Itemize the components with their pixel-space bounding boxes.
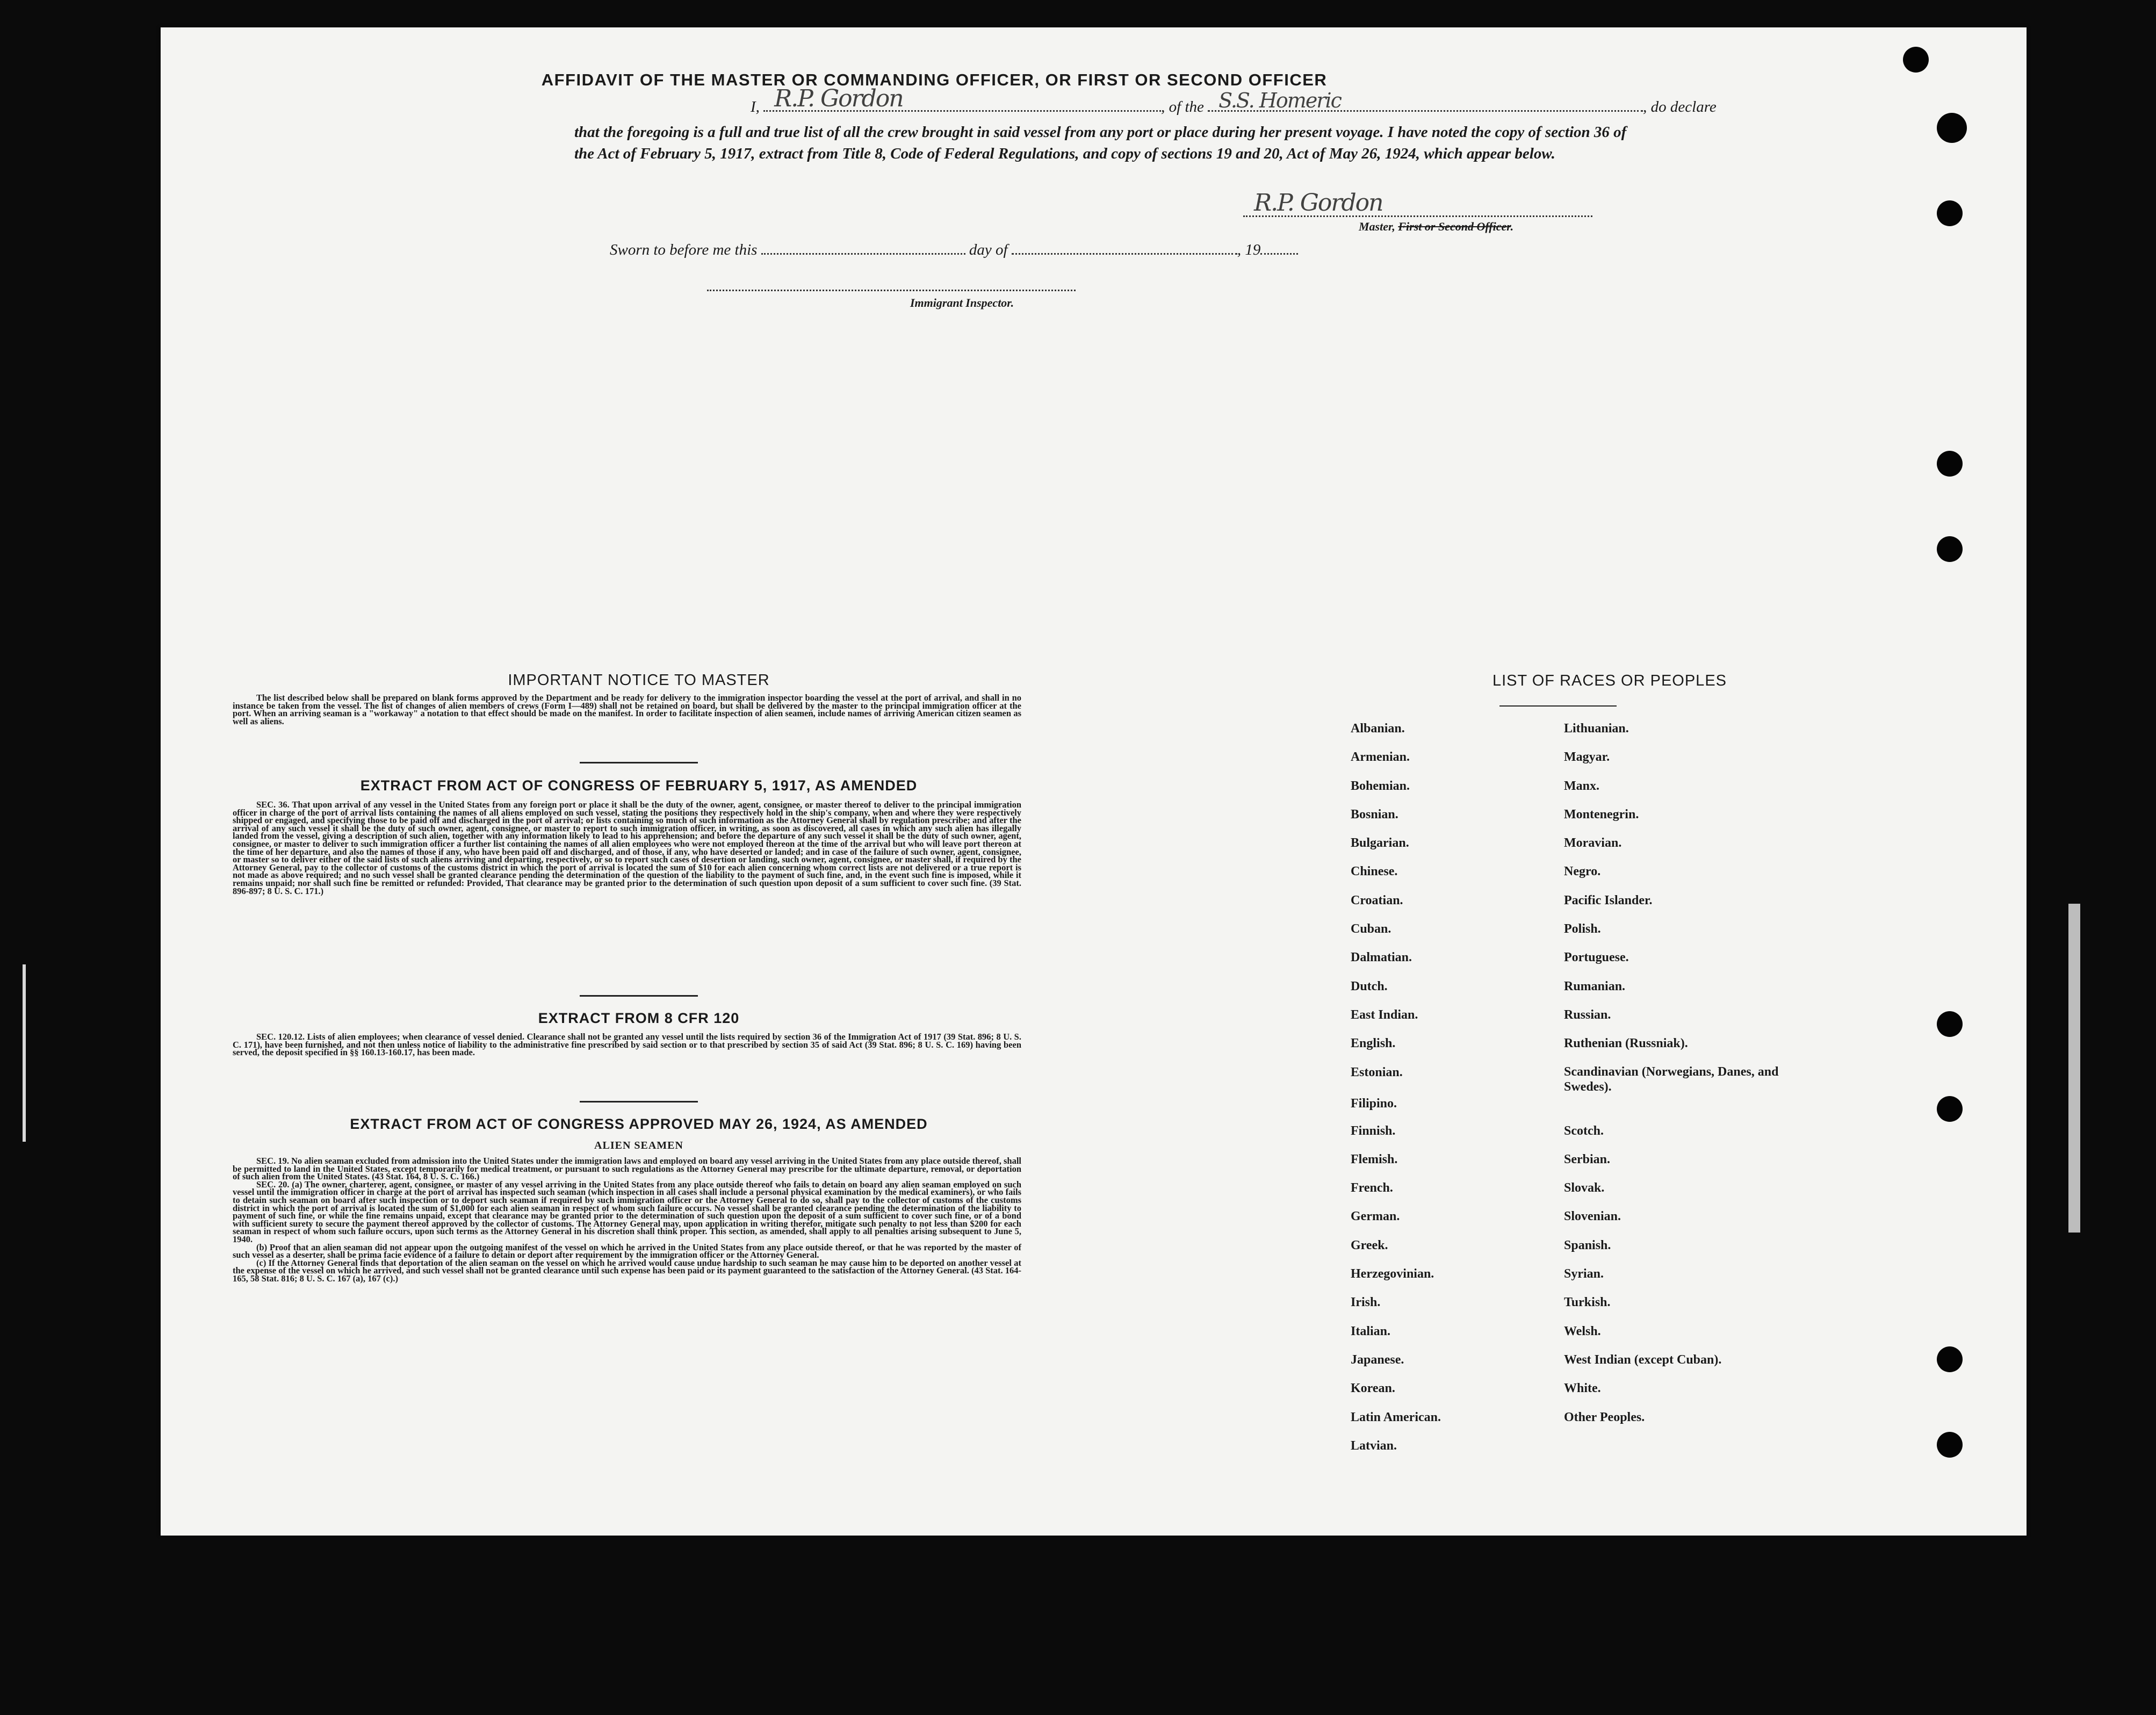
race-item: Scotch. [1564,1123,1604,1138]
race-item: White. [1564,1381,1601,1396]
punch-hole [1937,536,1963,562]
sec-20b-paragraph: (b) Proof that an alien seaman did not appear upon the outgoing manifest of the vessel on which he arrived in the United States from any place outside thereof, or that he was reported by the master of such vessel as a deserter, shall be prima facie evidence of a failure to detain or deport after requirement by the immigration officer or the Attorney General. [233,1242,1021,1260]
race-item: Cuban. [1351,922,1391,936]
master-signature: R.P. Gordon [1254,189,1383,217]
race-item: Latin American. [1351,1410,1441,1424]
race-item: Dutch. [1351,979,1388,993]
races-left-column [1351,720,1544,1466]
extract-cfr-title: EXTRACT FROM 8 CFR 120 [538,1010,740,1026]
races-title-rule [1499,705,1617,707]
race-item: Moravian. [1564,836,1622,851]
race-item: Spanish. [1564,1238,1611,1252]
race-item: Welsh. [1564,1324,1601,1338]
notice-title: IMPORTANT NOTICE TO MASTER [508,672,770,689]
race-item: Syrian. [1564,1267,1604,1281]
race-item: West Indian (except Cuban). [1564,1352,1722,1367]
race-item: French. [1351,1181,1393,1195]
extract-1924-title: EXTRACT FROM ACT OF CONGRESS APPROVED MAY 26, 1924, AS AMENDED [350,1116,928,1132]
extract-1917-title: EXTRACT FROM ACT OF CONGRESS OF FEBRUARY 5, 1917, AS AMENDED [360,777,918,794]
punch-hole [1937,1011,1963,1037]
section-divider [580,995,698,997]
month-field [1012,242,1237,255]
signer-title-master: Master, [1359,220,1395,233]
sworn-line [610,241,1298,259]
race-item: Other Peoples. [1564,1410,1645,1424]
name-field [763,85,1161,112]
race-item: German. [1351,1209,1400,1224]
race-item: Magyar. [1564,750,1610,765]
race-item: Japanese. [1351,1352,1404,1367]
race-item: Dalmatian. [1351,950,1412,965]
race-item: Bosnian. [1351,807,1398,822]
race-item: Montenegrin. [1564,807,1639,822]
punch-hole [1937,200,1963,226]
race-item: Croatian. [1351,893,1403,907]
edge-mark [23,964,26,1142]
alien-seamen-subtitle: ALIEN SEAMEN [594,1140,683,1151]
declaration-line [751,85,1717,116]
inspector-signature-line [707,290,1076,291]
declare-prefix: I, [751,98,760,116]
punch-hole [1937,1346,1963,1372]
extract-1924-text [233,1157,1021,1283]
vessel-name: S.S. Homeric [1218,89,1341,112]
race-item: Chinese. [1351,864,1398,879]
race-item: Albanian. [1351,722,1405,736]
punch-hole [1937,451,1963,477]
race-item: Latvian. [1351,1438,1397,1453]
punch-hole [1937,1432,1963,1458]
affidavit-title: AFFIDAVIT OF THE MASTER OR COMMANDING OFFICER, OR FIRST OR SECOND OFFICER [541,70,1328,89]
sec-20a-paragraph: SEC. 20. (a) The owner, charterer, agent, consignee, or master of any vessel arriving in the United States from any place outside thereof who fails to detain on board any alien seaman employed on such vessel until the immigration officer in charge at the port of arrival has inspected such seaman (which inspection in all cases shall include a personal physical examination by the medical examiners), or who fails to detain such seaman on board after such inspection or to deport such seaman if required by such immigration officer or the Attorney General to do so, shall pay to the collector of customs of the customs district in which the port of arrival is located the sum of $1,000 for each alien seaman in respect of whom such failure occurs. No vessel shall be granted clearance pending the determination of the liability to payment of such fine, or while the fine remains unpaid, except that clearance may be granted prior to the determination of such question upon the deposit of a sum sufficient to cover such fine, or of a bond with sufficient surety to secure the payment thereof approved by the collector of customs. The Attorney General may, upon application in writing therefor, mitigate such penalty to not less than $200 for each seaman in respect of whom such failure occurs, upon such terms as the Attorney General in his discretion shall think proper. This section, as amended, shall apply to all penalties arising subsequent to June 5, 1940. [233,1179,1021,1244]
race-item: Polish. [1564,922,1601,936]
race-item: Korean. [1351,1381,1395,1396]
race-item: Slovak. [1564,1181,1605,1195]
binding-edge-mark [2068,904,2080,1233]
section-divider [580,762,698,763]
affidavit-statement: that the foregoing is a full and true list of all the crew brought in said vessel from any port or place during her present voyage. I have noted the copy of section 36 of the Act of February 5, 1917, extract from Title 8, Code of Federal Regulations, and copy of sections 19 and 20, Act of May 26, 1924, which appear below. [574,124,1627,162]
day-field [761,242,965,255]
race-item: Negro. [1564,864,1601,879]
race-item: East Indian. [1351,1007,1418,1022]
race-item: Bohemian. [1351,779,1410,793]
signer-title-end: . [1510,220,1514,233]
sec-19-paragraph: SEC. 19. No alien seaman excluded from admission into the United States under the immigration laws and employed on board any vessel arriving in the United States from any place outside thereof, shall be permitted to land in the United States, except temporarily for medical treatment, or pursuant to such regulations as the Attorney General may prescribe for the ultimate departure, removal, or deportation of such alien from the United States. (43 Stat. 164, 8 U. S. C. 166.) [233,1156,1021,1182]
race-item: Serbian. [1564,1152,1611,1166]
of-the-label: , of the [1161,98,1204,116]
extract-1917-paragraph: SEC. 36. That upon arrival of any vessel in the United States from any foreign port or place it shall be the duty of the owner, agent, consignee, or master thereof to deliver to the principal immigration officer in charge of the port of arrival lists containing the names of all aliens employed on such vessel, stating the positions they respectively hold in the ship's company, when and where they were respectively shipped or engaged, and specifying those to be paid off and discharged in the port of arrival; or lists containing so much of such information as the Attorney General shall by regulation prescribe; and after the arrival of any such vessel it shall be the duty of such owner, agent, consignee, or master to report to such immigration officer, in writing, as soon as discovered, all cases in which any such alien has illegally landed from the vessel, giving a description of such alien, together with any information likely to lead to his apprehension; and before the departure of any such vessel it shall be the duty of such owner, agent, consignee, or master to deliver to such immigration officer a further list containing the names of all alien employees who were not employed thereon at the time of the arrival but who will leave port thereon at the time of her departure, and also the names of those if any, who have been paid off and discharged, and of those, if any, who have deserted or landed; and in case of the failure of such owner, agent, consignee, or master so to deliver either of the said lists of such aliens arriving and departing, respectively, or so to report such cases of desertion or landing, such owner, agent, consignee, or master shall, if required by the Attorney General, pay to the collector of customs of the customs district in which the port of arrival is located the sum of $10 for each alien concerning whom correct lists are not delivered or a true report is not made as above required; and no such vessel shall be granted clearance pending the determination of the question of the liability to the payment of such fine, and, in the event such fine is imposed, while it remains unpaid; nor shall such fine be remitted or refunded: Provided, That clearance may be granted prior to the determination of such question upon deposit of a sum sufficient to cover such fine. (39 Stat. 896-897; 8 U. S. C. 171.) [233,799,1021,896]
vessel-field [1208,89,1643,112]
do-declare-label: , do declare [1643,98,1717,116]
sec-20c-paragraph: (c) If the Attorney General finds that deportation of the alien seaman on the vessel on which he arrived would cause undue hardship to such seaman he may cause him to be deported on another vessel at the expense of the vessel on which he arrived, and such vessel shall not be granted clearance until such expense has been paid or its payment guaranteed to the satisfaction of the Attorney General. (43 Stat. 164-165, 58 Stat. 816; 8 U. S. C. 167 (a), 167 (c).) [233,1257,1021,1284]
signer-title [1359,220,1513,234]
notice-text [233,694,1021,725]
extract-1917-text [233,801,1021,895]
punch-hole [1937,113,1967,143]
year-prefix: , 19 [1237,241,1261,258]
race-item: Finnish. [1351,1123,1396,1138]
punch-hole [1937,1096,1963,1122]
race-item: Turkish. [1564,1295,1611,1310]
race-item: Pacific Islander. [1564,893,1653,907]
race-item: Slovenian. [1564,1209,1621,1224]
punch-hole [1903,47,1929,73]
master-signature-line [1243,189,1592,217]
race-item: Ruthenian (Russniak). [1564,1036,1688,1051]
race-item: Manx. [1564,779,1599,793]
race-item: Herzegovinian. [1351,1267,1434,1281]
race-item: Italian. [1351,1324,1391,1338]
race-item: Irish. [1351,1295,1381,1310]
inspector-label: Immigrant Inspector. [910,296,1014,309]
race-item: Bulgarian. [1351,836,1409,851]
race-item: Filipino. [1351,1096,1397,1111]
races-right-column [1564,720,1800,1438]
sworn-text: Sworn to before me this [610,241,758,258]
day-of-label: day of [969,241,1008,258]
signer-title-struck: First or Second Officer [1398,220,1511,233]
section-divider [580,1101,698,1102]
extract-cfr-text [233,1033,1021,1057]
document-page [161,27,2027,1536]
race-item: Lithuanian. [1564,722,1629,736]
race-item: Armenian. [1351,750,1410,765]
races-title: LIST OF RACES OR PEOPLES [1492,672,1727,689]
notice-paragraph: The list described below shall be prepared on blank forms approved by the Department and be ready for delivery to the immigration inspector boarding the vessel at the port of arrival, and shall in no instance be taken from the vessel. The list of changes of alien members of crews (Form I—489) shall not be retained on board, but shall be delivered by the master to the principal immigration officer at the port. When an arriving seaman is a "workaway" a notation to that effect should be made on the manifest. In order to facilitate inspection of alien seamen, include names of arriving American citizen seamen as well as aliens. [233,693,1021,726]
race-item: Greek. [1351,1238,1388,1252]
race-item: Russian. [1564,1007,1611,1022]
race-item: Estonian. [1351,1065,1403,1079]
signature-name: R.P. Gordon [774,85,903,112]
race-item: Rumanian. [1564,979,1626,993]
race-item: English. [1351,1036,1396,1051]
year-field [1260,242,1298,255]
race-item: Portuguese. [1564,950,1629,965]
race-item: Scandinavian (Norwegians, Danes, and Swedes). [1564,1064,1779,1094]
extract-cfr-paragraph: SEC. 120.12. Lists of alien employees; when clearance of vessel denied. Clearance shall not be granted any vessel until the lists required by section 36 of the Immigration Act of 1917 (39 Stat. 896; 8 U. S. C. 171), have been furnished, and not then unless notice of liability to the administrative fine prescribed by said section or to that prescribed by section 35 of said Act (39 Stat. 896; 8 U. S. C. 169) having been served, the deposit specified in §§ 160.13-160.17, has been made. [233,1032,1021,1058]
race-item: Flemish. [1351,1152,1398,1166]
